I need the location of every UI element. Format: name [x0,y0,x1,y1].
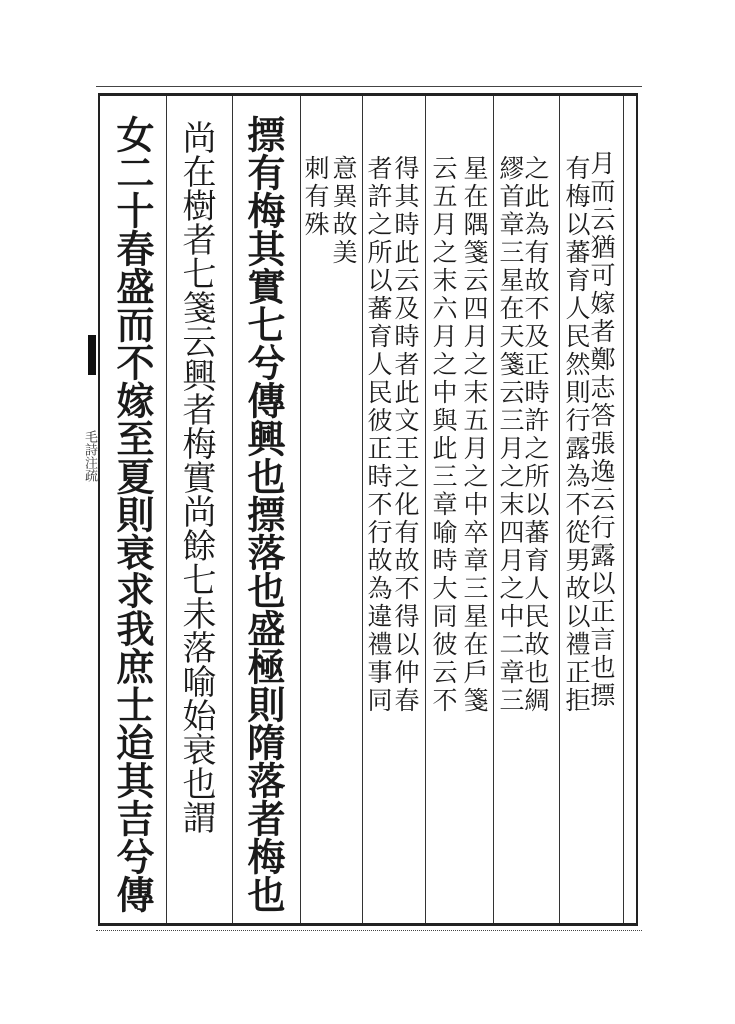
text-column-11: 摽有梅其實七兮傳興也摽落也盛極則隋落者梅也 [241,115,286,913]
column-rule [623,96,624,923]
text-column-9: 意異故美 [329,155,358,267]
column-rule [559,96,560,923]
column-rule [362,96,363,923]
text-column-1: 月而云猶可嫁者鄭志答張逸云行露以正言也摽 [587,150,616,710]
margin-block-mark [88,335,96,375]
text-column-2: 有梅以蕃育人民然則行露為不從男故以禮正拒 [562,155,591,715]
column-rule [166,96,167,923]
text-column-5: 星在隅箋云四月之末五月之中卒章三星在戶箋 [460,155,489,715]
column-rule [232,96,233,923]
text-column-8: 者許之所以蕃育人民彼正時不行故為違禮事同 [364,155,393,715]
column-rule [493,96,494,923]
text-column-7: 得其時此云及時者此文王之化有故不得以仲春 [391,155,420,715]
column-rule [425,96,426,923]
text-column-3: 之此為有故不及正時許之所以蕃育人民故也綢 [521,155,550,715]
top-border-line [96,86,642,88]
folio-title: 毛詩注疏 [82,430,97,482]
text-column-12: 尚在樹者七箋云興者梅實尚餘七未落喻始衰也謂 [176,120,216,834]
text-column-10: 刺有殊 [301,155,330,239]
bottom-border-line [96,930,642,932]
text-column-4: 繆首章三星在天箋云三月之末四月之中二章三 [496,155,525,715]
text-column-6: 云五月之末六月之中與此三章喻時大同彼云不 [429,155,458,715]
text-column-13: 女二十春盛而不嫁至夏則衰求我庶士迨其吉兮傳 [110,115,155,913]
